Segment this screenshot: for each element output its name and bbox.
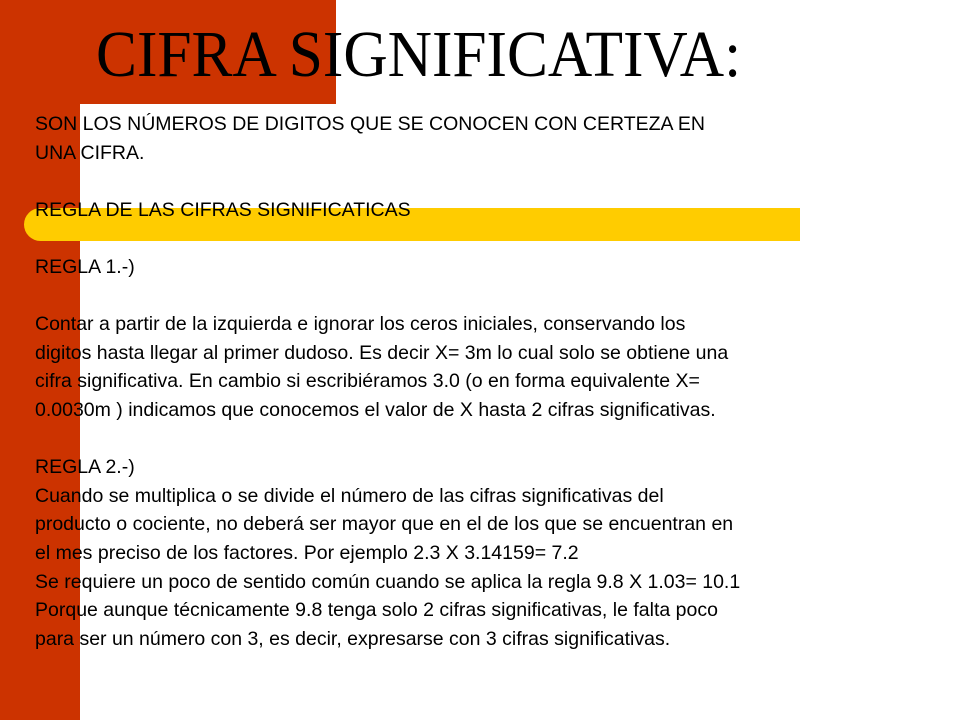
definition-line: UNA CIFRA.	[35, 141, 145, 164]
spacer	[35, 282, 925, 311]
rule1-line: Contar a partir de la izquierda e ignorar los ceros iniciales, conservando los	[35, 313, 686, 336]
rule2-line: producto o cociente, no deberá ser mayor que en el de los que se encuentran en	[35, 513, 734, 536]
rule2-heading: REGLA 2.-)	[35, 456, 135, 479]
rules-heading: REGLA DE LAS CIFRAS SIGNIFICATICAS	[35, 198, 411, 221]
slide-body	[35, 110, 925, 653]
rule2-line: Cuando se multiplica o se divide el número de las cifras significativas del	[35, 484, 664, 507]
rule2-line: Porque aunque técnicamente 9.8 tenga solo 2 cifras significativas, le falta poco	[35, 599, 718, 622]
rule1-line: digitos hasta llegar al primer dudoso. Es decir X= 3m lo cual solo se obtiene una	[35, 341, 729, 364]
spacer	[35, 224, 925, 253]
rule2-line: para ser un número con 3, es decir, expresarse con 3 cifras significativas.	[35, 627, 671, 650]
rule1-line: 0.0030m ) indicamos que conocemos el valor de X hasta 2 cifras significativas.	[35, 398, 716, 421]
slide-title: CIFRA SIGNIFICATIVA:	[96, 18, 742, 91]
rule2-line: Se requiere un poco de sentido común cuando se aplica la regla 9.8 X 1.03= 10.1	[35, 570, 741, 593]
rule1-line: cifra significativa. En cambio si escribiéramos 3.0 (o en forma equivalente X=	[35, 370, 700, 393]
definition-line: SON LOS NÚMEROS DE DIGITOS QUE SE CONOCEN CON CERTEZA EN	[35, 113, 705, 135]
rule2-line: el mes preciso de los factores. Por ejemplo 2.3 X 3.14159= 7.2	[35, 541, 579, 564]
rule1-heading: REGLA 1.-)	[35, 255, 135, 278]
spacer	[35, 425, 925, 454]
spacer	[35, 167, 925, 196]
